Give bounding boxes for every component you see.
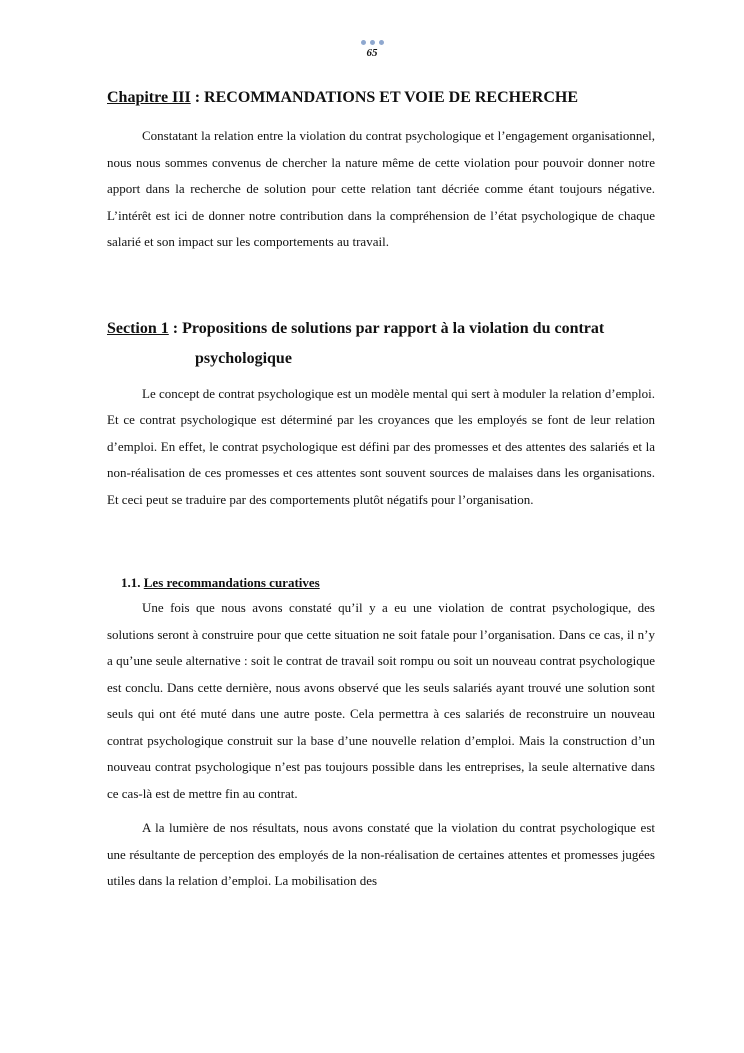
section-title: : Propositions de solutions par rapport à la violation du contrat [168,319,605,337]
section-paragraph: Le concept de contrat psychologique est un modèle mental qui sert à moduler la relation d’emploi. Et ce contrat psychologique est déterminé par les croyances que les employés se font de leur relation d’emploi. En effet, le contrat psychologique est défini par des promesses et des attentes des salariés et la non-réalisation de ces promesses et ces attentes sont souvent sources de malaises dans les organisations. Et ceci peut se traduire par des comportements plutôt négatifs pour l’organisation. [107,385,655,507]
results-paragraph: A la lumière de nos résultats, nous avons constaté que la violation du contrat psychologique est une résultante de perception des employés de la non-réalisation de certaines attentes et promesses jugées utiles dans la relation d’emploi. La mobilisation des [107,820,655,888]
section-heading [107,314,655,374]
subsection-title: Les recommandations curatives [143,575,320,590]
subsection-heading [107,573,655,593]
header-dots-ornament [0,40,744,46]
intro-paragraph: Constatant la relation entre la violation du contrat psychologique et l’engagement organisationnel, nous nous sommes convenus de chercher la nature même de cette violation pour pouvoir donner notre apport dans la recherche de solution pour cette relation tant décriée comme étant toujours négative. L’intérêt est ici de donner notre contribution dans la compréhension de l’état psychologique de chaque salarié et son impact sur les comportements au travail. [107,128,655,249]
chapter-heading [107,86,655,110]
ornament-dot [370,40,375,45]
section-heading-line1 [107,314,655,344]
section-label: Section 1 [107,319,169,337]
document-body [107,86,655,895]
subsection-number: 1.1. [121,575,144,590]
chapter-label: Chapitre III [107,89,191,106]
ornament-dot [379,40,384,45]
curative-paragraph: Une fois que nous avons constaté qu’il y a eu une violation de contrat psychologique, des solutions seront à construire pour que cette situation ne soit fatale pour l’organisation. Dans ce cas, il n’y a qu’une seule alternative : soit le contrat de travail soit rompu ou soit un nouveau contrat psychologique est conclu. Dans cette dernière, nous avons observé que les seuls salariés ayant trouvé une solution sont seuls qui ont été muté dans une autre poste. Cela permettra à ces salariés de reconstruire un nouveau contrat psychologique construit sur la base d’une nouvelle relation d’emploi. Mais la construction d’un nouveau contrat psychologique n’est pas toujours possible dans les entreprises, la seule alternative dans ce cas-là est de mettre fin au contrat. [107,600,655,801]
page-header [0,40,744,59]
section-title-continuation: psychologique [195,349,292,367]
ornament-dot [361,40,366,45]
page-number: 65 [366,47,378,59]
chapter-title: : RECOMMANDATIONS ET VOIE DE RECHERCHE [190,89,578,106]
